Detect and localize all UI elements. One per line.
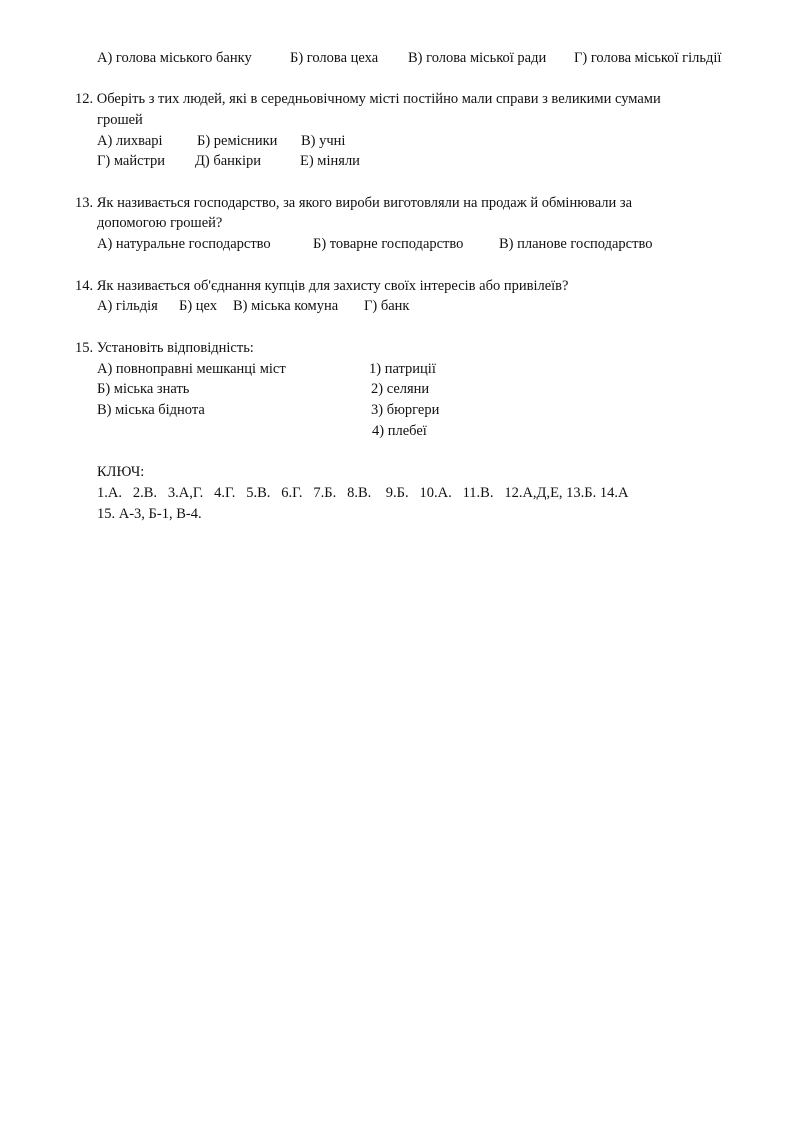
answer-key-line2: 15. А-3, Б-1, В-4. <box>97 506 202 522</box>
q14-option-a: А) гільдія <box>97 298 158 314</box>
q12-question-line1: 12. Оберіть з тих людей, які в середньовічному місті постійно мали справи з великими сумами <box>75 91 661 107</box>
q15-right-item: 1) патриції <box>369 361 436 377</box>
q11-option-a: А) голова міського банку <box>97 50 252 66</box>
q14-option-b: Б) цех <box>179 298 218 314</box>
q11-option-v: В) голова міської ради <box>408 50 547 66</box>
q15-right-item: 4) плебеї <box>372 423 427 439</box>
answer-key-line1: 1.А. 2.В. 3.А,Г. 4.Г. 5.В. 6.Г. 7.Б. 8.В. 9.Б. 10.А. 11.В. 12.А,Д,Е, 13.Б. 14.А <box>97 485 629 501</box>
q12-option-e: Е) міняли <box>300 153 360 169</box>
q13-option-a: А) натуральне господарство <box>97 236 271 252</box>
q11-option-b: Б) голова цеха <box>290 50 379 66</box>
q15-right-item: 2) селяни <box>371 381 430 397</box>
q14-question: 14. Як називається об'єднання купців для захисту своїх інтересів або привілеїв? <box>75 278 569 294</box>
q12-option-g: Г) майстри <box>97 153 166 169</box>
q11-option-g: Г) голова міської гільдії <box>574 50 722 66</box>
q14-option-g: Г) банк <box>364 298 410 314</box>
q12-option-d: Д) банкіри <box>195 153 262 169</box>
q13-option-v: В) планове господарство <box>499 236 653 252</box>
q14-option-v: В) міська комуна <box>233 298 339 314</box>
q13-question-line2: допомогою грошей? <box>97 215 223 231</box>
q13-option-b: Б) товарне господарство <box>313 236 464 252</box>
q15-left-item: В) міська біднота <box>97 402 205 418</box>
q13-question-line1: 13. Як називається господарство, за якого вироби виготовляли на продаж й обмінювали за <box>75 195 633 211</box>
answer-key-title: КЛЮЧ: <box>97 464 145 480</box>
q12-option-v: В) учні <box>301 133 346 149</box>
q15-question: 15. Установіть відповідність: <box>75 340 254 356</box>
q15-left-item: А) повноправні мешканці міст <box>97 361 286 377</box>
q12-option-b: Б) ремісники <box>197 133 278 149</box>
q12-option-a: А) лихварі <box>97 133 163 149</box>
q12-question-line2: грошей <box>97 112 143 128</box>
q15-left-item: Б) міська знать <box>97 381 190 397</box>
q15-right-item: 3) бюргери <box>371 402 440 418</box>
